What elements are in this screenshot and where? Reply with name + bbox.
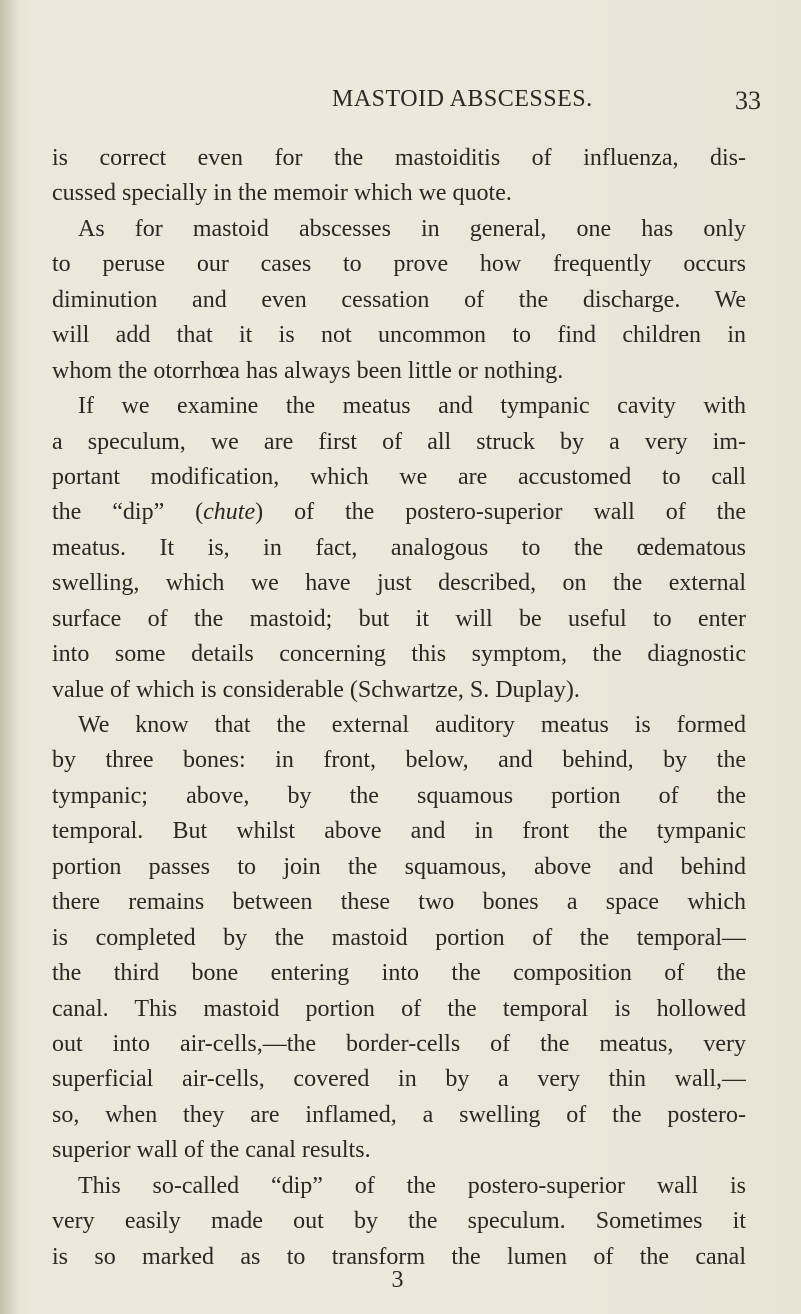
text-line: the third bone entering into the composition of the xyxy=(52,960,746,987)
text-line: superior wall of the canal results. xyxy=(52,1137,371,1164)
text-line: so, when they are inflamed, a swelling of the postero- xyxy=(52,1101,746,1128)
text-line: out into air-cells,—the border-cells of the meatus, very xyxy=(52,1030,746,1057)
running-title: MASTOID ABSCESSES. xyxy=(332,86,593,112)
gutter-shadow xyxy=(0,0,18,1314)
signature-mark xyxy=(0,1267,801,1294)
text-line: into some details concerning this symptom, the diagnostic xyxy=(52,641,746,668)
text-line: surface of the mastoid; but it will be useful to enter xyxy=(52,605,746,632)
signature-number: 3 xyxy=(391,1267,404,1293)
text-line: will add that it is not uncommon to find children in xyxy=(52,322,746,349)
text-line: meatus. It is, in fact, analogous to the œdematous xyxy=(52,534,746,561)
text-line: whom the otorrhœa has always been little or nothing. xyxy=(52,357,564,384)
text-line: is completed by the mastoid portion of the temporal— xyxy=(52,924,746,951)
text-line: by three bones: in front, below, and behind, by the xyxy=(52,747,746,774)
text-line: the “dip” (chute) of the postero-superior wall of the xyxy=(52,499,746,526)
text-line: portion passes to join the squamous, above and behind xyxy=(52,853,746,880)
text-line: We know that the external auditory meatus is formed xyxy=(78,712,746,738)
text-line: swelling, which we have just described, on the external xyxy=(52,570,746,597)
text-line: cussed specially in the memoir which we quote. xyxy=(52,180,512,207)
text-line: This so-called “dip” of the postero-superior wall is xyxy=(78,1172,746,1199)
text-line: superficial air-cells, covered in by a very thin wall,— xyxy=(52,1066,746,1093)
body-text xyxy=(52,141,746,1275)
text-line: tympanic; above, by the squamous portion of the xyxy=(52,782,746,809)
text-line: canal. This mastoid portion of the temporal is hollowed xyxy=(52,995,746,1022)
text-line: As for mastoid abscesses in general, one has only xyxy=(78,215,746,242)
text-line: there remains between these two bones a space which xyxy=(52,889,746,916)
text-line: is correct even for the mastoiditis of influenza, dis- xyxy=(52,145,746,171)
text-line: a speculum, we are first of all struck by a very im- xyxy=(52,428,746,455)
text-line: temporal. But whilst above and in front the tympanic xyxy=(52,818,746,845)
text-line: If we examine the meatus and tympanic cavity with xyxy=(78,393,746,420)
text-line: very easily made out by the speculum. Sometimes it xyxy=(52,1208,746,1235)
italic-term: chute xyxy=(203,499,256,526)
text-line: to peruse our cases to prove how frequently occurs xyxy=(52,251,746,278)
text-line: value of which is considerable (Schwartze, S. Duplay). xyxy=(52,676,580,703)
text-line: diminution and even cessation of the discharge. We xyxy=(52,286,746,313)
text-line: is so marked as to transform the lumen of the canal xyxy=(52,1243,746,1270)
text-line: portant modification, which we are accustomed to call xyxy=(52,463,746,490)
page-number: 33 xyxy=(735,86,761,115)
running-head xyxy=(0,86,801,116)
